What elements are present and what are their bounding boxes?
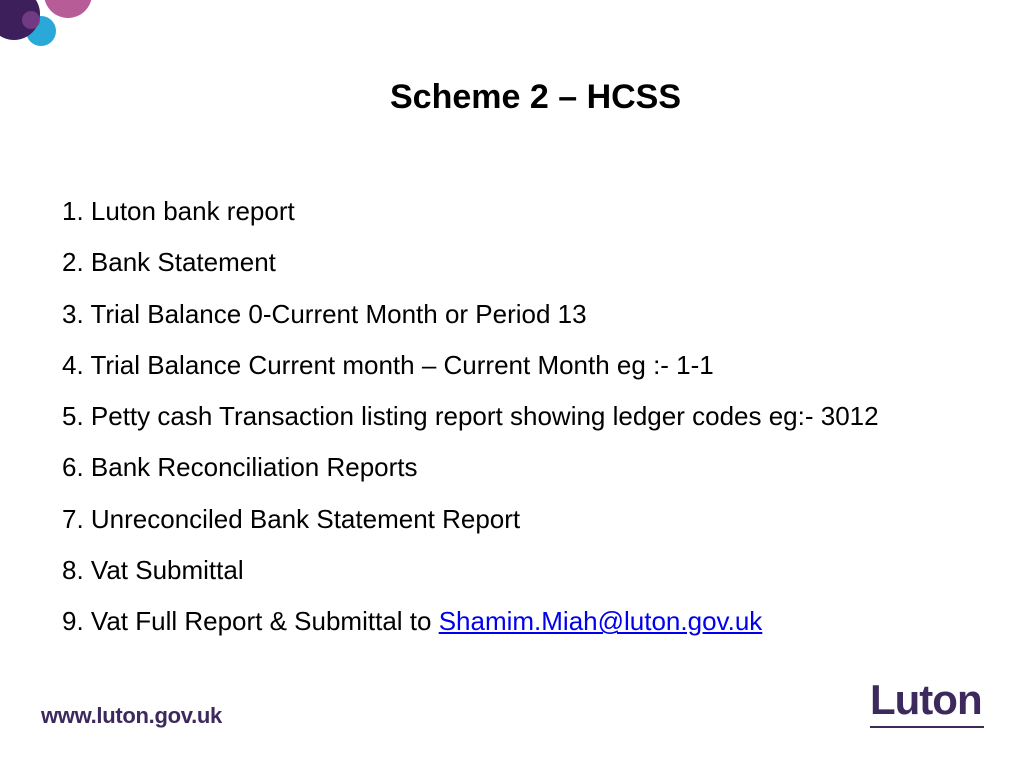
list-item: 5. Petty cash Transaction listing report showing ledger codes eg:- 3012 — [62, 401, 879, 432]
list-item: 6. Bank Reconciliation Reports — [62, 452, 418, 483]
list-item: 2. Bank Statement — [62, 247, 276, 278]
list-item: 3. Trial Balance 0-Current Month or Period 13 — [62, 298, 587, 329]
circles-logo-icon — [0, 0, 100, 60]
brand-wordmark: Luton — [870, 676, 982, 723]
list-item — [62, 607, 879, 658]
email-link[interactable]: Shamim.Miah@luton.gov.uk — [438, 606, 763, 637]
list-item-text: 9. Vat Full Report & Submittal to — [62, 606, 439, 637]
list-item: 1. Luton bank report — [62, 196, 295, 226]
list-item: 4. Trial Balance Current month – Current Month eg :- 1-1 — [62, 349, 714, 380]
footer-website: www.luton.gov.uk — [41, 703, 222, 728]
slide-title: Scheme 2 – HCSS — [390, 78, 682, 116]
brand-logo — [870, 676, 988, 732]
list-item: 7. Unreconciled Bank Statement Report — [62, 503, 521, 534]
list-item: 8. Vat Submittal — [62, 555, 244, 586]
brand-underline — [870, 726, 984, 728]
report-list — [62, 197, 879, 659]
